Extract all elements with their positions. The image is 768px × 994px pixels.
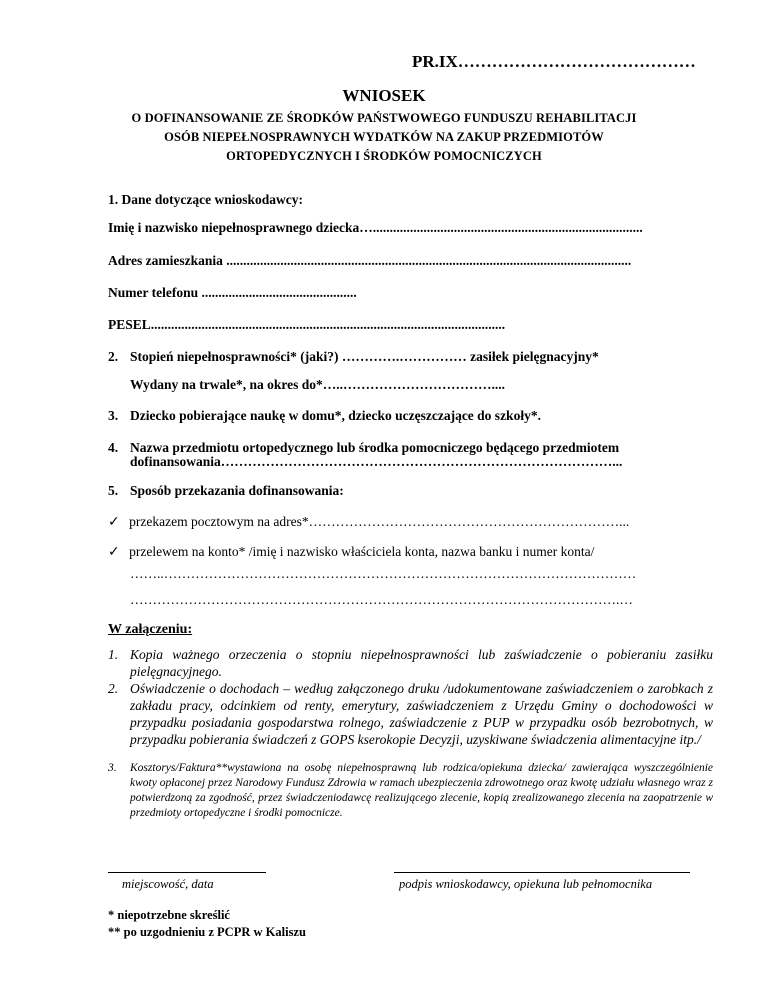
place-date-label: miejscowość, data <box>122 877 214 891</box>
section-5-number: 5. <box>108 483 119 498</box>
postal-address-field[interactable]: przekazem pocztowym na adres*……………………………………………………………... <box>129 514 630 529</box>
attachment-number: 3. <box>108 762 117 774</box>
section-3-schooling <box>108 408 541 424</box>
footnote-1: * niepotrzebne skreślić <box>108 908 230 922</box>
attachment-item-1 <box>108 646 713 680</box>
transfer-label: przelewem na konto* /imię i nazwisko właściciela konta, nazwa banku i numer konta/ <box>129 544 595 559</box>
schooling-option[interactable]: Dziecko pobierające naukę w domu*, dziecko uczęszczające do szkoły*. <box>130 408 541 423</box>
attachment-item-2 <box>108 680 713 748</box>
footnote-2: ** po uzgodnieniu z PCPR w Kaliszu <box>108 925 306 939</box>
subtitle-line-1: O DOFINANSOWANIE ZE ŚRODKÓW PAŃSTWOWEGO FUNDUSZU REHABILITACJI <box>131 111 637 125</box>
attachment-text: Kopia ważnego orzeczenia o stopniu niepełnosprawności lub zaświadczenie o pobieraniu zasiłku pielęgnacyjnego. <box>130 647 713 679</box>
pesel-field[interactable]: PESEL......................................................................................................... <box>108 317 506 332</box>
phone-field[interactable]: Numer telefonu .............................................. <box>108 285 357 300</box>
attachment-text: Oświadczenie o dochodach – według załączonego druku /udokumentowane zaświadczeniem o zarobkach z zakładu pracy, odcinkiem od renty, emerytury, zaświadczeniem z Urzędu Gminy o dochodowości w przypadku posiadania gospodarstwa rolnego, zaświadczenie z PUP w przypadku osób bezrobotnych, w przypadku pobierania świadczeń z GOPS kserokopie Decyzji, uzyskiwane świadczenia alimentacyjne itp./ <box>130 681 713 747</box>
signature-label: podpis wnioskodawcy, opiekuna lub pełnomocnika <box>399 877 653 891</box>
subtitle-line-2: OSÓB NIEPEŁNOSPRAWNYCH WYDATKÓW NA ZAKUP PRZEDMIOTÓW <box>164 130 604 144</box>
reference-number: PR.IX…………………………………… <box>412 52 696 71</box>
account-field-line-1[interactable]: ……..…………………………………………………………………………………………… <box>130 566 637 581</box>
attachment-item-3 <box>108 761 713 821</box>
subtitle-line-3: ORTOPEDYCZNYCH I ŚRODKÓW POMOCNICZYCH <box>226 149 542 163</box>
section-2-number: 2. <box>108 349 119 364</box>
item-name-label: Nazwa przedmiotu ortopedycznego lub środka pomocniczego będącego przedmiotem <box>130 440 620 455</box>
attachment-text: Kosztorys/Faktura**wystawiona na osobę niepełnosprawną lub rodzica/opiekuna dziecka/ zawierająca wyszczególnienie kwoty opłaconej przez Narodowy Fundusz Zdrowia w ramach ubezpieczenia zdrowotnego oraz kwotę udziału własnego wraz z potwierdzoną za zgodność, przez świadczeniodawcę realizującego zlecenie, kopią zrealizowanego zlecenia na zaopatrzenie w przedmioty ortopedyczne i środki pomocnicze. <box>130 762 713 819</box>
document-title: WNIOSEK <box>342 86 426 105</box>
payment-option-transfer[interactable] <box>108 544 594 560</box>
check-icon: ✓ <box>108 544 120 560</box>
section-2-disability <box>108 349 599 365</box>
issued-period-field[interactable]: Wydany na trwale*, na okres do*…..…………………………….... <box>130 377 506 392</box>
section-5-payment <box>108 483 344 499</box>
section-4-number: 4. <box>108 440 119 455</box>
child-name-field[interactable]: Imię i nazwisko niepełnosprawnego dziecka…................................................................................ <box>108 220 643 235</box>
check-icon: ✓ <box>108 514 120 530</box>
address-field[interactable]: Adres zamieszkania ........................................................................................................................ <box>108 253 632 268</box>
signature-line[interactable] <box>394 872 690 873</box>
attachment-number: 1. <box>108 647 119 662</box>
item-name-field[interactable]: dofinansowania……………………………………………………………………………... <box>130 454 623 469</box>
payment-heading: Sposób przekazania dofinansowania: <box>130 483 344 498</box>
account-field-line-2[interactable]: ……………………………………………………………………………………………….… <box>130 592 633 607</box>
disability-degree-field[interactable]: Stopień niepełnosprawności* (jaki?) ………….…………… zasiłek pielęgnacyjny* <box>130 349 599 364</box>
section-1-heading: 1. Dane dotyczące wnioskodawcy: <box>108 192 303 207</box>
attachments-heading: W załączeniu: <box>108 622 193 637</box>
section-3-number: 3. <box>108 408 119 423</box>
attachment-number: 2. <box>108 681 119 696</box>
payment-option-postal[interactable] <box>108 514 629 530</box>
place-date-line[interactable] <box>108 872 266 873</box>
